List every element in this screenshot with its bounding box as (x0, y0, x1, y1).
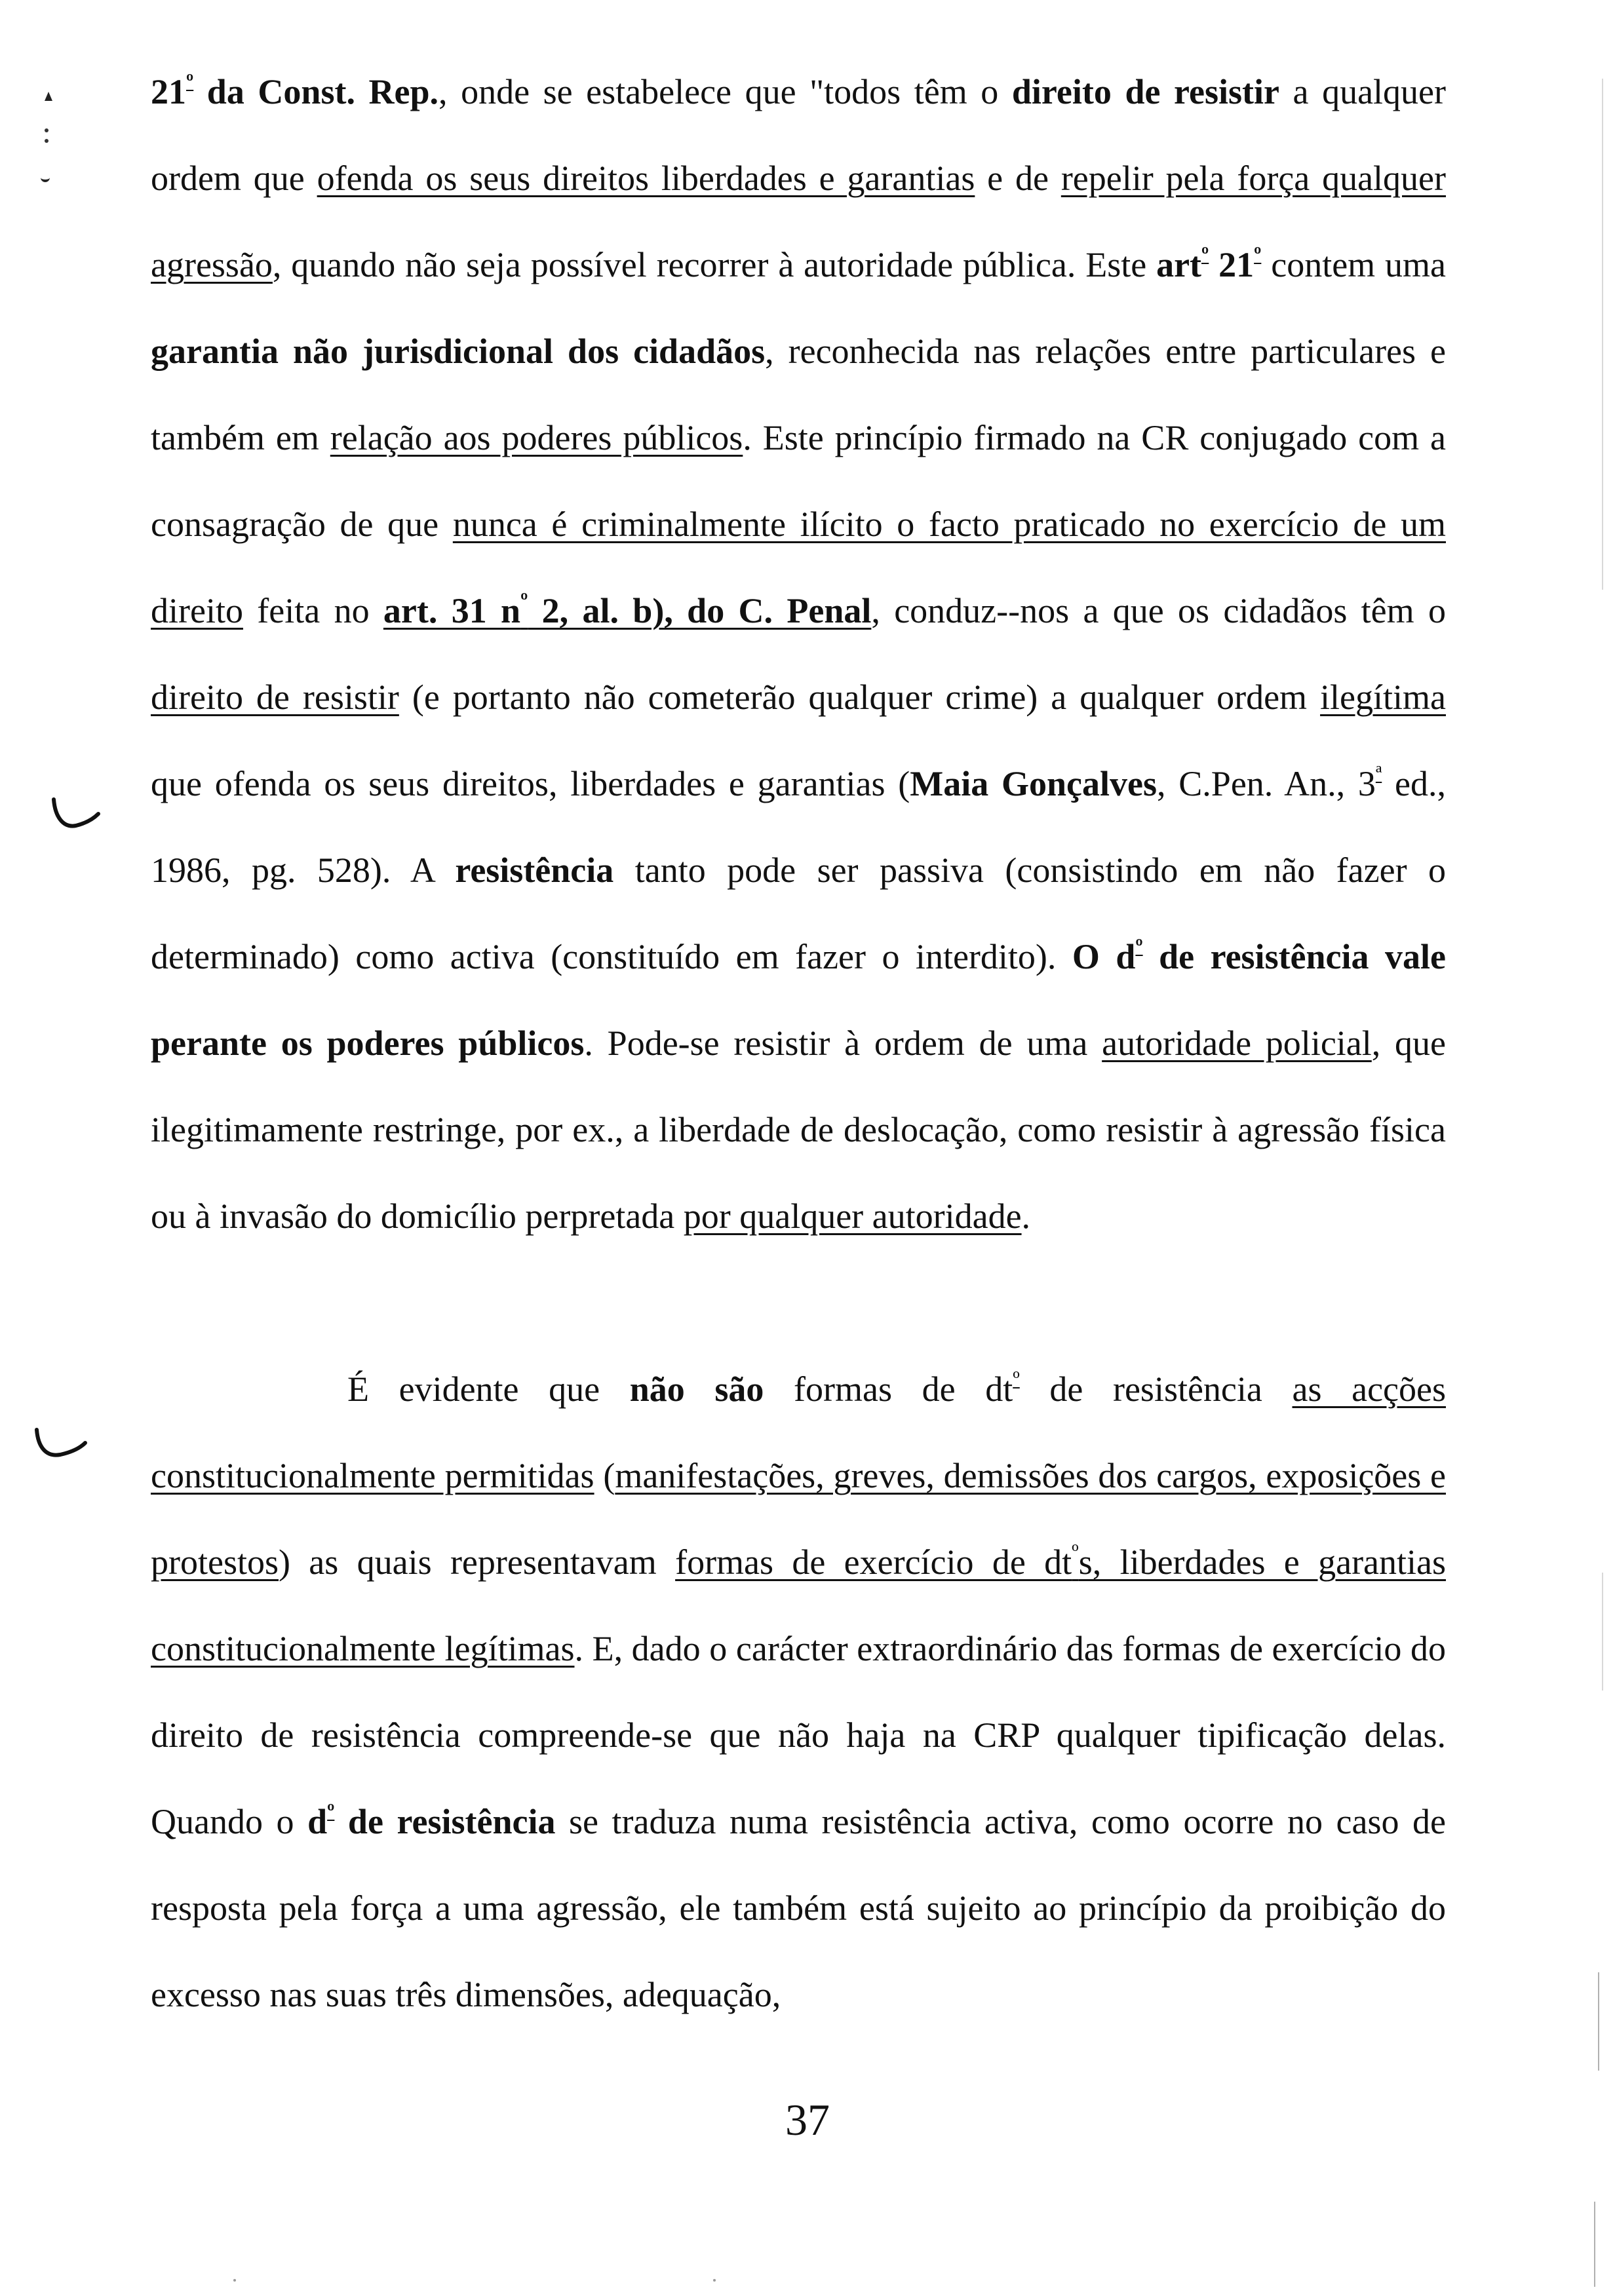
text-run: manifestações, greves, demissões dos cargos, exposições e protestos (151, 1456, 1447, 1582)
text-run: ª (1375, 762, 1382, 786)
text-run: repelir pela força qualquer agressão (151, 159, 1447, 284)
text-run: de resistência (1019, 1369, 1293, 1409)
text-run: resistência (455, 851, 614, 890)
text-run: a qualquer ordem que (151, 72, 1447, 198)
text-run: art (1156, 245, 1202, 284)
text-run: d (307, 1802, 328, 1841)
scan-speck (233, 2279, 236, 2282)
text-run: que ofenda os seus direitos, liberdades e garantias ( (151, 764, 910, 803)
text-run: se traduza numa resistência activa, como ocorre no caso de resposta pela força a uma agressão, ele também está sujeito ao princípio da proibição do excesso nas suas três dimensões, adequação, (151, 1802, 1446, 2014)
text-run: É evidente que (347, 1369, 630, 1409)
text-run: º (520, 589, 528, 613)
text-run: por qualquer autoridade (683, 1196, 1022, 1236)
scan-speck (713, 2279, 716, 2282)
text-run: º (186, 70, 194, 94)
body-paragraph (151, 48, 1446, 1259)
text-run: 21 (151, 72, 186, 111)
tick-mark (33, 1427, 89, 1466)
text-run: ( (594, 1456, 615, 1495)
margin-colon-mark (45, 139, 49, 143)
text-run: 21 (1218, 245, 1255, 284)
text-run: º (1201, 243, 1209, 267)
text-run: art. 31 n (383, 591, 521, 630)
scan-edge-line (1598, 1972, 1599, 2071)
text-run: , conduz--nos a que os cidadãos têm o (871, 591, 1446, 630)
text-run: . (1021, 1196, 1031, 1236)
text-run: nunca é criminalmente ilícito o facto praticado no exercício de um direito (151, 505, 1446, 630)
text-run: tanto pode ser passiva (consistindo em não fazer o determinado) como activa (constituído em fazer o interdito). (151, 851, 1446, 976)
text-run: 2, al. b), do C. Penal (528, 591, 872, 630)
text-run: autoridade policial (1102, 1024, 1372, 1063)
text-run: relação aos poderes públicos (330, 418, 743, 457)
text-run: de resistência (334, 1802, 556, 1841)
text-run: , C.Pen. An., 3 (1157, 764, 1376, 803)
text-run: Maia Gonçalves (910, 764, 1158, 803)
text-run: . E, dado o carácter extraordinário das formas de exercício do direito de resistência compreende-se que não haja na CRP qualquer tipificação delas. Quando o (151, 1629, 1446, 1841)
text-run: s, liberdades e garantias constitucionalmente legítimas (151, 1542, 1447, 1668)
tick-mark (50, 797, 102, 836)
text-run: garantia não jurisdicional dos cidadãos (151, 332, 766, 371)
page-number: 37 (785, 2095, 830, 2145)
text-run: . Este princípio firmado na CR conjugado com a consagração de que (151, 418, 1446, 544)
text-run: º (1013, 1368, 1020, 1392)
text-run: º (1254, 243, 1262, 267)
margin-dot-mark (45, 92, 52, 101)
text-run: formas de exercício de dt (675, 1542, 1072, 1582)
text-run: feita no (243, 591, 383, 630)
text-run (1209, 245, 1218, 284)
text-run: as acções constitucionalmente permitidas (151, 1369, 1446, 1495)
text-run: direito de resistir (1011, 72, 1279, 111)
scan-edge-line (1602, 79, 1603, 590)
text-run: . Pode-se resistir à ordem de uma (584, 1024, 1102, 1063)
text-run: ofenda os seus direitos liberdades e garantias (317, 159, 975, 198)
text-run: direito de resistir (151, 678, 399, 717)
text-run: , onde se estabelece que "todos têm o (438, 72, 1012, 111)
text-run: ilegítima (1320, 678, 1446, 717)
text-run: , reconhecida nas relações entre particulares e também em (151, 332, 1446, 457)
text-run: contem uma (1261, 245, 1446, 284)
margin-colon-mark (45, 128, 49, 132)
text-run: O d (1072, 937, 1136, 976)
text-run: ) as quais representavam (279, 1542, 676, 1582)
text-run: º (327, 1800, 335, 1824)
scan-edge-line (1602, 1573, 1603, 1691)
text-run: º (1135, 935, 1143, 959)
text-run: não são (629, 1369, 764, 1409)
text-run: , quando não seja possível recorrer à autoridade pública. Este (272, 245, 1157, 284)
text-run: º (1072, 1540, 1079, 1565)
text-run: ed., 1986, pg. 528). A (151, 764, 1446, 890)
text-run: e de (975, 159, 1061, 198)
scan-edge-line (1594, 2202, 1595, 2287)
margin-small-tick-mark (41, 174, 50, 182)
text-run: da Const. Rep. (193, 72, 439, 111)
text-run: formas de dt (764, 1369, 1013, 1409)
text-run: , que ilegitimamente restringe, por ex., a liberdade de deslocação, como resistir à agressão física ou à invasão do domicílio perpretada (151, 1024, 1447, 1236)
text-run: (e portanto não cometerão qualquer crime) a qualquer ordem (399, 678, 1321, 717)
text-run: de resistência vale perante os poderes públicos (151, 937, 1446, 1063)
body-paragraph (151, 1346, 1446, 2038)
